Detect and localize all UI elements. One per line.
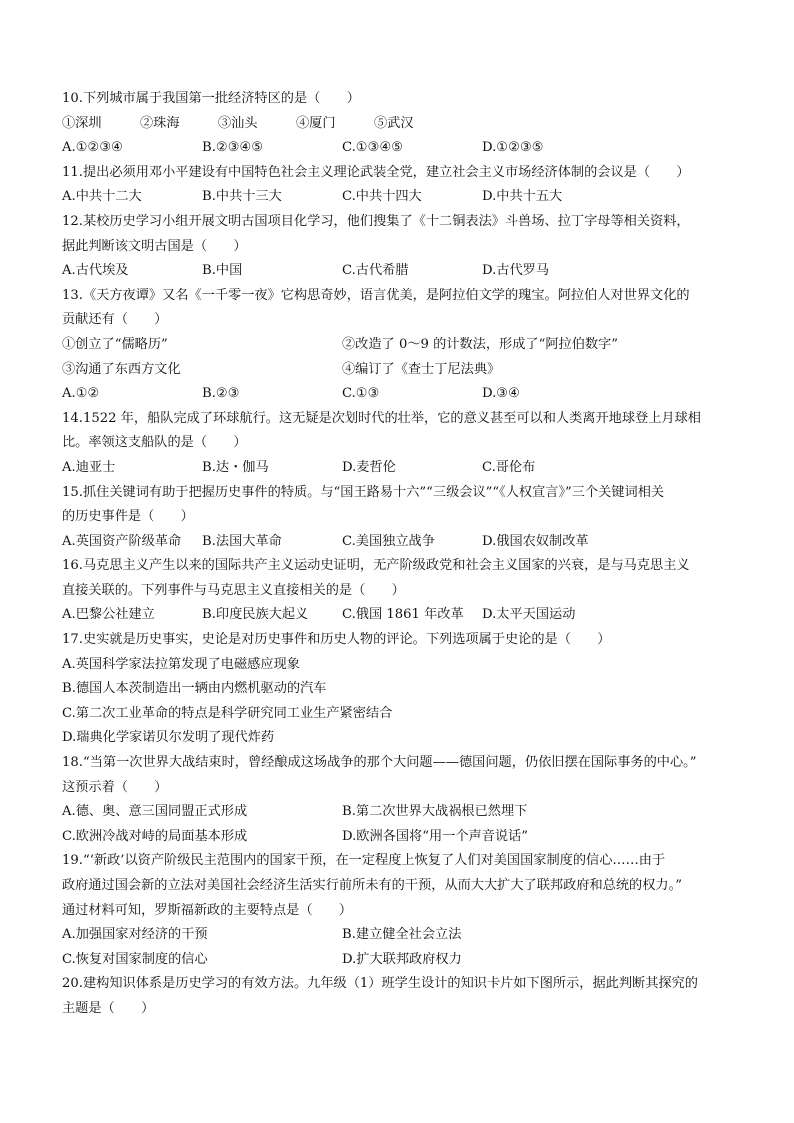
option-a: A.英国资产阶级革命 xyxy=(62,533,182,549)
item: ①深圳 xyxy=(62,115,102,131)
option-a: A.①② xyxy=(62,386,100,402)
option-b: B.达・伽马 xyxy=(202,459,269,475)
option-d: D.瑞典化学家诺贝尔发明了现代炸药 xyxy=(62,730,275,746)
question-17 xyxy=(62,628,742,751)
answer-options xyxy=(62,259,742,284)
option-d: D.③④ xyxy=(482,386,520,402)
option-c: C.俄国 1861 年改革 xyxy=(342,607,464,623)
option-b: B.印度民族大起义 xyxy=(202,607,309,623)
answer-options xyxy=(62,800,742,825)
option-b: B.建立健全社会立法 xyxy=(342,927,462,943)
question-stem: 这预示着（ ） xyxy=(62,779,168,795)
question-stem: 12.某校历史学习小组开展文明古国项目化学习，他们搜集了《十二铜表法》斗兽场、拉丁字母等相关资料， xyxy=(62,213,690,229)
option-c: C.古代希腊 xyxy=(342,263,409,279)
option-b: B.第二次世界大战祸根已然埋下 xyxy=(342,804,528,820)
item: ②改造了 0～9 的计数法，形成了“阿拉伯数字” xyxy=(342,336,619,352)
option-d: D.①②③⑤ xyxy=(482,140,544,156)
answer-options xyxy=(62,825,742,850)
item: ⑤武汉 xyxy=(374,115,414,131)
option-d: D.欧洲各国将“用一个声音说话” xyxy=(342,828,529,844)
option-a: A.英国科学家法拉第发现了电磁感应现象 xyxy=(62,656,300,672)
option-a: A.加强国家对经济的干预 xyxy=(62,927,208,943)
exam-page xyxy=(62,87,742,1022)
option-a: A.德、奥、意三国同盟正式形成 xyxy=(62,804,248,820)
option-d: D.古代罗马 xyxy=(482,263,550,279)
answer-options xyxy=(62,136,742,161)
option-b: B.中国 xyxy=(202,263,243,279)
option-d: D.太平天国运动 xyxy=(482,607,576,623)
option-c: C.①③ xyxy=(342,386,380,402)
answer-options xyxy=(62,923,742,948)
question-stem: 比。率领这支船队的是（ ） xyxy=(62,435,247,451)
question-stem: 的历史事件是（ ） xyxy=(62,509,194,525)
answer-options xyxy=(62,530,742,555)
question-stem: 10.下列城市属于我国第一批经济特区的是（ ） xyxy=(62,91,360,106)
option-b: B.②③④⑤ xyxy=(202,140,264,156)
option-c: C.中共十四大 xyxy=(342,189,422,205)
question-15 xyxy=(62,481,742,555)
question-20 xyxy=(62,972,742,1021)
question-stem: 主题是（ ） xyxy=(62,1000,155,1016)
question-stem: 14.1522 年，船队完成了环球航行。这无疑是次划时代的壮举，它的意义甚至可以和人类离开地球登上月球相 xyxy=(62,410,701,426)
answer-options xyxy=(62,603,742,628)
question-stem: 19.“‘新政’以资产阶级民主范围内的国家干预，在一定程度上恢复了人们对美国国家制度的信心……由于 xyxy=(62,853,666,869)
option-d: D.中共十五大 xyxy=(482,189,563,205)
option-b: B.②③ xyxy=(202,386,240,402)
question-stem: 通过材料可知，罗斯福新政的主要特点是（ ） xyxy=(62,902,353,918)
option-c: C.①③④⑤ xyxy=(342,140,404,156)
option-b: B.法国大革命 xyxy=(202,533,282,549)
question-stem: 20.建构知识体系是历史学习的有效方法。九年级（1）班学生设计的知识卡片如下图所示，据此判断其探究的 xyxy=(62,976,698,992)
question-items xyxy=(62,112,742,137)
option-c: C.美国独立战争 xyxy=(342,533,435,549)
question-11 xyxy=(62,161,742,210)
question-13 xyxy=(62,284,742,407)
item: ④编订了《查士丁尼法典》 xyxy=(342,361,501,377)
item: ④厦门 xyxy=(296,115,336,131)
answer-options xyxy=(62,185,742,210)
question-18 xyxy=(62,751,742,849)
option-c: C.欧洲冷战对峙的局面基本形成 xyxy=(62,828,248,844)
option-c: C.哥伦布 xyxy=(482,459,536,475)
question-16 xyxy=(62,554,742,628)
option-c: C.恢复对国家制度的信心 xyxy=(62,951,208,967)
item: ③汕头 xyxy=(218,115,258,131)
question-stem: 政府通过国会新的立法对美国社会经济生活实行前所未有的干预，从而大大扩大了联邦政府和总统的权力。” xyxy=(62,878,682,893)
question-stem: 17.史实就是历史事实，史论是对历史事件和历史人物的评论。下列选项属于史论的是（ ） xyxy=(62,632,611,648)
question-stem: 据此判断该文明古国是（ ） xyxy=(62,238,247,254)
option-b: B.中共十三大 xyxy=(202,189,282,205)
question-19 xyxy=(62,849,742,972)
option-d: D.麦哲伦 xyxy=(342,459,396,475)
question-items xyxy=(62,333,742,358)
answer-options xyxy=(62,948,742,973)
option-a: A.中共十二大 xyxy=(62,189,142,205)
option-b: B.德国人本茨制造出一辆由内燃机驱动的汽车 xyxy=(62,681,327,697)
question-stem: 直接关联的。下列事件与马克思主义直接相关的是（ ） xyxy=(62,582,405,598)
answer-options xyxy=(62,382,742,407)
question-stem: 18.“当第一次世界大战结束时，曾经酿成这场战争的那个大问题——德国问题，仍依旧摆在国际事务的中心。” xyxy=(62,755,697,771)
option-a: A.①②③④ xyxy=(62,140,124,156)
option-c: C.第二次工业革命的特点是科学研究同工业生产紧密结合 xyxy=(62,705,393,721)
option-d: D.扩大联邦政府权力 xyxy=(342,951,462,967)
item: ②珠海 xyxy=(140,115,180,131)
item: ①创立了“儒略历” xyxy=(62,336,168,352)
question-stem: 贡献还有（ ） xyxy=(62,312,168,328)
question-10 xyxy=(62,87,742,161)
question-14 xyxy=(62,407,742,481)
option-a: A.巴黎公社建立 xyxy=(62,607,155,623)
option-a: A.迪亚士 xyxy=(62,459,116,475)
question-stem: 16.马克思主义产生以来的国际共产主义运动史证明，无产阶级政党和社会主义国家的兴衰，是与马克思主义 xyxy=(62,558,690,574)
question-12 xyxy=(62,210,742,284)
option-d: D.俄国农奴制改革 xyxy=(482,533,589,549)
question-stem: 13.《天方夜谭》又名《一千零一夜》它构思奇妙，语言优美，是阿拉伯文学的瑰宝。阿拉伯人对世界文化的 xyxy=(62,287,690,303)
item: ③沟通了东西方文化 xyxy=(62,361,181,377)
question-stem: 11.提出必须用邓小平建设有中国特色社会主义理论武装全党，建立社会主义市场经济体制的会议是（ ） xyxy=(62,164,690,180)
question-stem: 15.抓住关键词有助于把握历史事件的特质。与“国王路易十六”“三级会议”“《人权宣言》”三个关键词相关 xyxy=(62,484,665,500)
answer-options xyxy=(62,456,742,481)
question-items xyxy=(62,358,742,383)
option-a: A.古代埃及 xyxy=(62,263,129,279)
